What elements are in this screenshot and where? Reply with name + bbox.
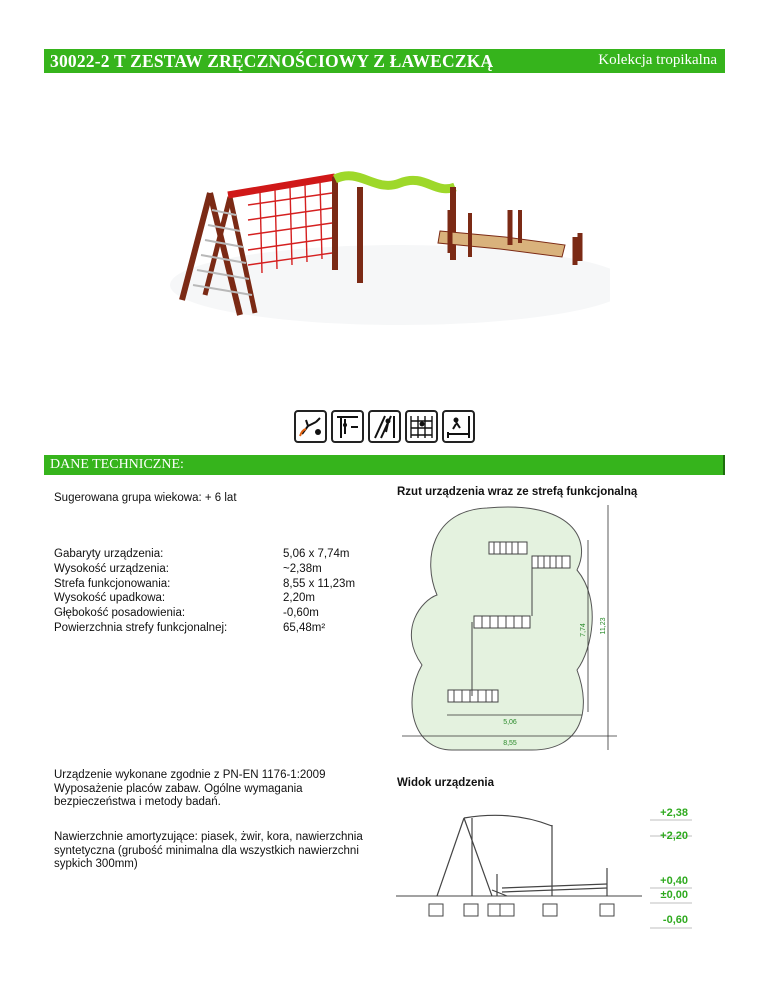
- level-label: ±0,00: [660, 889, 688, 901]
- spec-label: Głębokość posadowienia:: [54, 607, 186, 620]
- elevation-drawing: [392, 800, 702, 930]
- plan-heading: Rzut urządzenia wraz ze strefą funkcjonalną: [397, 486, 638, 498]
- elevation-heading: Widok urządzenia: [397, 777, 495, 789]
- plan-dim-height-zone: 11,23: [600, 617, 607, 635]
- climbing-icon: [294, 410, 327, 443]
- collection-name: Kolekcja tropikalna: [598, 52, 717, 68]
- spec-value: 65,48m²: [283, 621, 326, 634]
- product-image: [170, 165, 610, 325]
- spec-value: -0,60m: [283, 607, 319, 620]
- spec-value: ~2,38m: [283, 562, 322, 575]
- plan-dim-height-device: 7,74: [580, 623, 587, 637]
- spec-label: Strefa funkcjonowania:: [54, 577, 171, 590]
- spec-label: Gabaryty urządzenia:: [54, 548, 164, 560]
- spec-labels: [54, 547, 227, 636]
- hanging-bar-icon: [331, 410, 364, 443]
- title-bar: [44, 49, 725, 73]
- level-label: +0,40: [660, 875, 688, 887]
- product-title: 30022-2 T ZESTAW ZRĘCZNOŚCIOWY Z ŁAWECZKĄ: [50, 51, 494, 71]
- ladder-climb-icon: [368, 410, 401, 443]
- activity-icons: [294, 410, 475, 443]
- age-group: Sugerowana grupa wiekowa: + 6 lat: [54, 492, 237, 504]
- plan-drawing: [392, 500, 622, 756]
- spec-value: 2,20m: [283, 592, 315, 605]
- surface-text: Nawierzchnie amortyzujące: piasek, żwir, kora, nawierzchnia syntetyczna (grubość minimalna dla wszystkich nawierzchni sypkich 300mm): [54, 831, 363, 870]
- spec-value: 5,06 x 7,74m: [283, 548, 350, 560]
- norm-text: Urządzenie wykonane zgodnie z PN-EN 1176-1:2009 Wyposażenie placów zabaw. Ogólne wymagania bezpieczeństwa i metody badań.: [54, 769, 326, 808]
- level-label: +2,38: [660, 807, 688, 819]
- level-label: -0,60: [662, 914, 688, 926]
- level-label: +2,20: [660, 830, 688, 842]
- section-title: DANE TECHNICZNE:: [50, 457, 184, 472]
- spec-value: 8,55 x 11,23m: [283, 577, 356, 590]
- section-bar: [44, 455, 725, 475]
- net-climb-icon: [405, 410, 438, 443]
- spec-label: Powierzchnia strefy funkcjonalnej:: [54, 621, 228, 634]
- spec-label: Wysokość urządzenia:: [54, 562, 169, 575]
- spec-values: [283, 547, 355, 636]
- plan-dim-width-zone: 8,55: [503, 740, 517, 747]
- section-bar-edge: [723, 455, 725, 475]
- rope-bridge-icon: [442, 410, 475, 443]
- plan-dim-width-device: 5,06: [503, 719, 517, 726]
- spec-label: Wysokość upadkowa:: [54, 592, 166, 605]
